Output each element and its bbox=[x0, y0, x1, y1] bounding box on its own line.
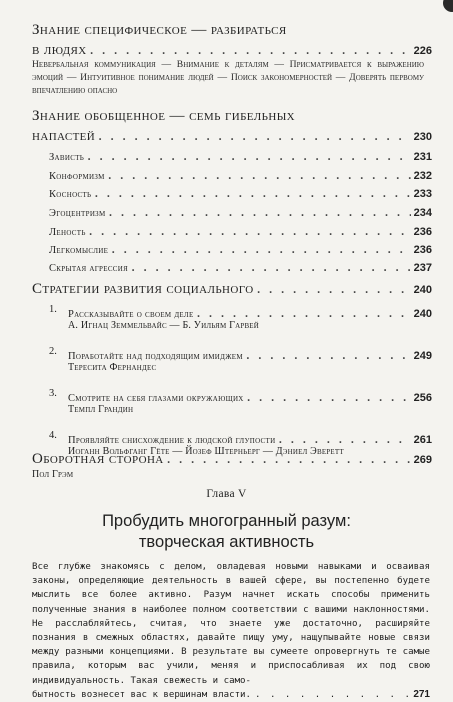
toc-names: Тересита Фернандес bbox=[68, 362, 157, 373]
toc-subentry-label: Смотрите на себя глазами окружающих bbox=[68, 393, 244, 404]
leader-dots bbox=[246, 346, 411, 364]
summary-text: Все глубже знакомясь с делом, овладевая новыми навыками и осваивая законы, определяющие деятельность в вашей сфере, вы постепенно будете мыслить все более активно. Разум начнет искать способы применить полученные знания в наиболее полном соответствии с вашими наклонностями. Не расслабляйтесь, считая, что знаете уже достаточно, расширяйте познания в смежных областях, давайте пищу уму, нащупывайте новые связи между разными концепциями. В результате вы сумеете опровергнуть те самые правила, которым вас учили, меняя и приспосабливая их под свою индивидуальность. Такая свежесть и само- bbox=[32, 562, 430, 686]
summary-text-end: бытность вознесет вас к вершинам власти. bbox=[32, 689, 251, 700]
toc-subentry[interactable] bbox=[49, 147, 432, 165]
leader-dots bbox=[131, 258, 411, 276]
toc-entry[interactable] bbox=[32, 450, 432, 468]
toc-entry[interactable] bbox=[32, 280, 432, 298]
toc-subentry-label: Рассказывайте о своем деле bbox=[68, 309, 194, 320]
toc-entry-label: Оборотная сторона bbox=[32, 451, 164, 467]
leader-dots bbox=[87, 147, 411, 165]
leader-dots bbox=[109, 203, 411, 221]
page-number: 269 bbox=[413, 454, 432, 466]
toc-subentry-label: Леность bbox=[49, 227, 86, 238]
page-number: 234 bbox=[413, 207, 432, 219]
page-number: 240 bbox=[413, 308, 432, 320]
item-number: 3. bbox=[49, 388, 57, 399]
toc-subentry-label: Эгоцентризм bbox=[49, 208, 106, 219]
leader-dots bbox=[247, 388, 411, 406]
leader-dots bbox=[90, 41, 411, 59]
toc-subentry-label: Поработайте над подходящим имиджем bbox=[68, 351, 243, 362]
leader-dots bbox=[108, 166, 411, 184]
page-number: 236 bbox=[413, 244, 432, 256]
toc-section-title: Знание специфическое — разбираться bbox=[32, 22, 287, 38]
toc-entry-label: в людях bbox=[32, 42, 87, 58]
toc-names: А. Игнац Земмельвайс — Б. Уильям Гарвей bbox=[68, 320, 260, 331]
page-number: 256 bbox=[413, 392, 432, 404]
toc-section-title: Знание обобщенное — семь гибельных bbox=[32, 108, 296, 124]
toc-entry[interactable] bbox=[32, 127, 432, 145]
page-number: 240 bbox=[413, 284, 432, 296]
leader-dots bbox=[94, 184, 410, 202]
page-number: 249 bbox=[413, 350, 432, 362]
leader-dots bbox=[111, 240, 410, 258]
toc-names: Иоганн Вольфганг Гёте — Йозеф Штерньерг — Дэниел Эверетт bbox=[68, 446, 344, 457]
page-number: 233 bbox=[413, 188, 432, 200]
toc-subentry-label: Скрытая агрессия bbox=[49, 263, 129, 274]
page-number: 261 bbox=[413, 434, 432, 446]
toc-subentry[interactable] bbox=[49, 203, 432, 221]
chapter-label: Глава V bbox=[206, 488, 247, 500]
toc-names: Темпл Грандин bbox=[68, 404, 134, 415]
toc-subentry-label: Косность bbox=[49, 189, 92, 200]
toc-subentry-label: Проявляйте снисхождение к людской глупости bbox=[68, 435, 276, 446]
toc-subentry[interactable] bbox=[49, 184, 432, 202]
toc-entry-label: напастей bbox=[32, 128, 96, 144]
leader-dots bbox=[98, 127, 410, 145]
toc-entry-label: Стратегии развития социального bbox=[32, 281, 254, 297]
toc-subentry[interactable] bbox=[49, 240, 432, 258]
page-corner-shadow bbox=[443, 0, 453, 12]
page-number: 230 bbox=[413, 131, 432, 143]
page-number: 236 bbox=[413, 226, 432, 238]
item-number: 4. bbox=[49, 430, 57, 441]
leader-dots bbox=[167, 450, 411, 468]
toc-subentry-label: Конформизм bbox=[49, 171, 105, 182]
leader-dots bbox=[257, 280, 411, 298]
chapter-subtitle: творческая активность bbox=[138, 533, 315, 551]
toc-subentry[interactable] bbox=[49, 222, 432, 240]
toc-entry[interactable] bbox=[32, 41, 432, 59]
page-number: 271 bbox=[413, 688, 430, 700]
toc-names: Пол Грэм bbox=[32, 469, 74, 480]
leader-dots bbox=[89, 222, 411, 240]
section-description: Невербальная коммуникация — Внимание к деталям — Присматривается к выражению эмоций — Интуитивное понимание людей — Поиск закономерностей — Доверять первому впечатлению опасно bbox=[32, 59, 424, 96]
toc-subentry[interactable] bbox=[49, 258, 432, 276]
toc-subentry-label: Зависть bbox=[49, 152, 85, 163]
item-number: 2. bbox=[49, 346, 57, 357]
toc-subentry[interactable] bbox=[49, 166, 432, 184]
toc-subentry-label: Легкомыслие bbox=[49, 245, 109, 256]
chapter-title: Пробудить многогранный разум: bbox=[102, 512, 351, 530]
page-number: 231 bbox=[413, 151, 432, 163]
page-number: 226 bbox=[413, 45, 432, 57]
chapter-summary bbox=[32, 560, 430, 702]
item-number: 1. bbox=[49, 304, 57, 315]
page-number: 237 bbox=[413, 262, 432, 274]
page-number: 232 bbox=[413, 170, 432, 182]
